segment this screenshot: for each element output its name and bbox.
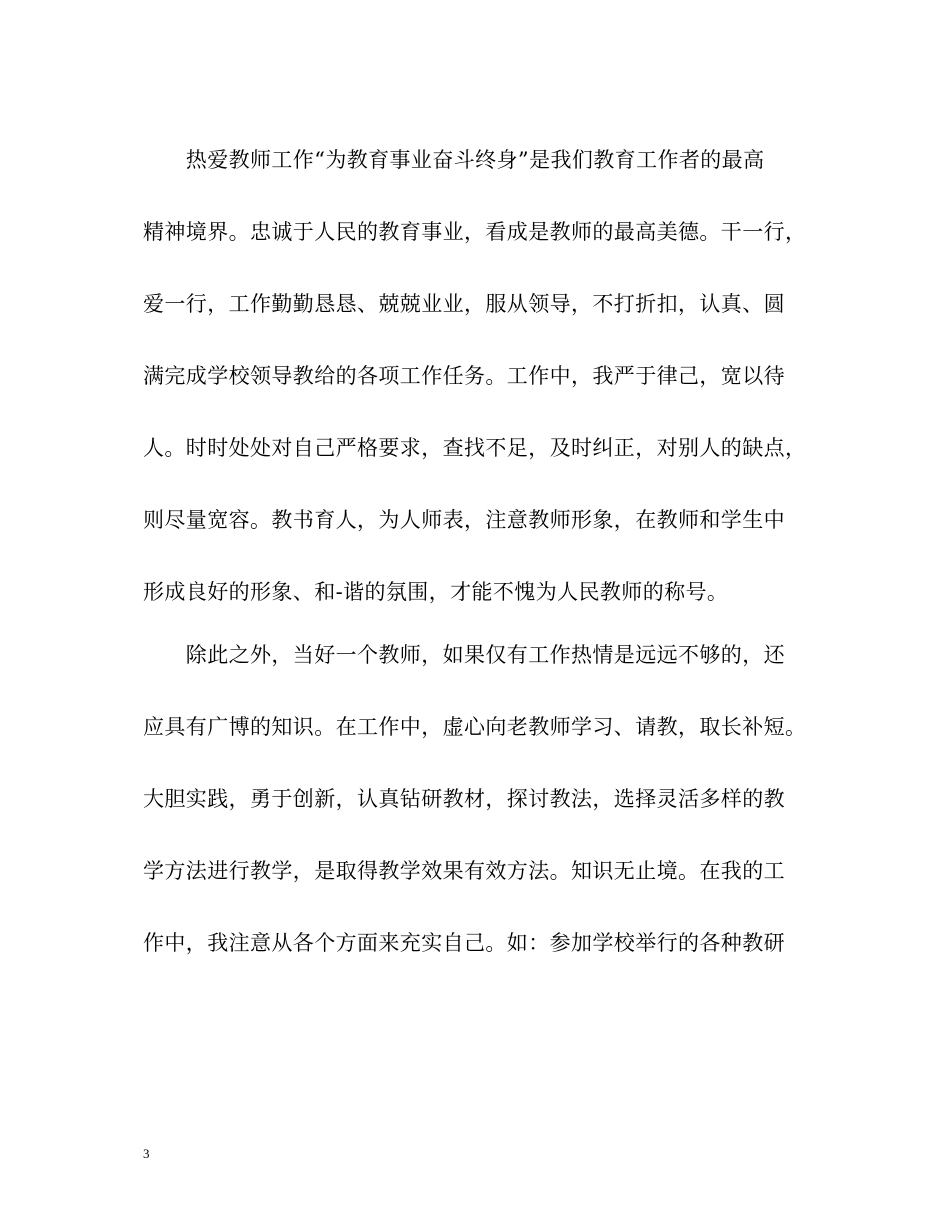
text-line: 应具有广博的知识。在工作中，虚心向老教师学习、请教，取长补短。: [143, 715, 807, 739]
text-line: 学方法进行教学，是取得教学效果有效方法。知识无止境。在我的工: [143, 859, 785, 883]
page-number: 3: [143, 1146, 150, 1161]
text-line: 形成良好的形象、和-谐的氛围，才能不愧为人民教师的称号。: [143, 580, 729, 604]
text-line: 大胆实践，勇于创新，认真钻研教材，探讨教法，选择灵活多样的教: [143, 787, 785, 811]
text-line: 热爱教师工作“为教育事业奋斗终身”是我们教育工作者的最高: [143, 148, 765, 172]
text-line: 人。时时处处对自己严格要求，查找不足，及时纠正，对别人的缺点，: [143, 436, 807, 460]
text-line: 爱一行，工作勤勤恳恳、兢兢业业，服从领导，不打折扣，认真、圆: [143, 292, 785, 316]
text-line: 则尽量宽容。教书育人，为人师表，注意教师形象，在教师和学生中: [143, 508, 785, 532]
text-line: 精神境界。忠诚于人民的教育事业，看成是教师的最高美德。干一行，: [143, 220, 807, 244]
text-line: 满完成学校领导教给的各项工作任务。工作中，我严于律己，宽以待: [143, 364, 785, 388]
text-line: 除此之外，当好一个教师，如果仅有工作热情是远远不够的，还: [143, 643, 785, 667]
text-line: 作中，我注意从各个方面来充实自己。如：参加学校举行的各种教研: [143, 931, 785, 955]
